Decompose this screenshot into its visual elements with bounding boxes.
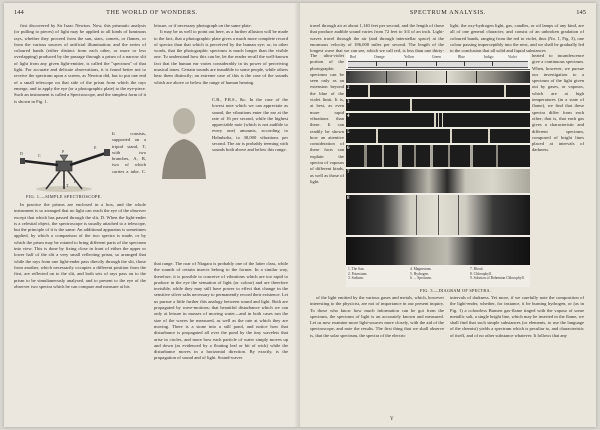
spectrum-label-green: Green <box>432 55 441 59</box>
spectrum-label-blue: Blue <box>458 55 465 59</box>
right-page <box>300 3 596 427</box>
left-running-title: THE WORLD OF WONDERS. <box>106 9 198 16</box>
svg-text:P: P <box>62 149 65 154</box>
svg-text:T: T <box>66 183 69 188</box>
left-col1-bottom: In practice the prisms are enclosed in a box, and the whole instrument is so arranged that no light can reach the eye of the observer except that which has passed through the slit, D. When the light-ender is a celestial object, the spectroscope is usually attached to a telescope, but the principle of it is the same. An additional apparatus is sometimes applied, by which a comparison of the two spectra is made, or by which the prism may be rotated to bring different parts of the spectrum into view. This is done by fixing close in front of either the upper or lower half of the slit a very small reflecting prism, so arranged that while the rays from one light-ender pass directly through the slit, those from another, which necessarily occupies a different position from the first, are reflected on to the slit, and both sets of rays pass on to the prism to be simultaneously analysed, and to present to the eye of the observer two spectra which he can compare and measure at his <box>14 202 146 289</box>
spectrum-legend-col1: 1. The Sun. 2. Potassium. 3. Sodium. <box>348 267 368 281</box>
spectrum-diagram <box>346 53 530 287</box>
right-col2-wrap: heated to incandescence give a continuous spectrum. When, however, we pursue our investigation to a spectrum of the light given out by gases, or vapours, which are at high temperatures (in a state of flame), we find that these spectra differ from each other; that is, that each gas gives a characteristic and different spectrum, composed of bright lines placed at intervals of darkness. <box>532 53 584 153</box>
svg-text:A: A <box>50 179 53 184</box>
spectrum-label-red: Red <box>350 55 356 59</box>
right-page-number: 145 <box>576 9 586 16</box>
right-running-title: SPECTRUM ANALYSIS. <box>409 9 487 16</box>
svg-text:D: D <box>20 151 23 156</box>
spectrum-header <box>346 53 530 70</box>
svg-text:C: C <box>38 153 41 158</box>
spectrum-band-1: 1 <box>346 71 530 83</box>
left-col2-bottom: that range. The roar of Niagara is probably one of the latter class, while the sounds of certain insects belong to the former. In a similar way, therefore, it is possible to conceive of vibrations which are too rapid to produce in the eye the sensation of light (or colour) and are therefore invisible, while they may still have power to effect that change in the sensitive silver salts necessary to permanently record their existence. Let us pursue a little further this analogy between sound and light. Both are propagated by wave-motions; that beautiful disturbance which we can only at leisure in masses of moving water—and in both cases run the size of the waves be measured, as well as the rate at which they are moving. There is a stone into a still pond, and notice how that disturbance is propagated all over the pond by the tiny wavelets that arise in circles, and more how each particle of water simply moves up and down (as evidenced by a floating leaf or bit of wick) while the disturbance moves in a horizontal direction. By exactly, is the propagation of sound and of light. Sound-waves <box>154 261 288 361</box>
portrait-illustration <box>154 97 212 179</box>
right-col1-bottom: of the light emitted by the various gases and metals, which, however interesting to the physicist, are not of importance in our present inquiry. To those who know how much information can be got from the spectrum, the spectrum of light is an accurately known and measured. Let us now examine more light-sources more closely, with the aid of the spectroscope, and note the results. The first thing that we shall observe is, that the solar spectrum, the spectra of the electric <box>310 295 444 338</box>
left-figure-caption: FIG. 1.—SIMPLE SPECTROSCOPE. <box>25 194 103 199</box>
svg-text:E: E <box>94 145 97 150</box>
spectrum-band-8: 8 <box>346 195 530 235</box>
left-col2-top: leisure, or if necessary photograph on the same plate. It may be as well to point out here, as a further allusion will be made to the fact, that a photographic plate gives a much more complete record of spectra than that which is perceived by the human eye; or, in other words, that the photographic spectrum is much longer than the visible one. To understand how this can be, let the reader recall the well-known fact that the human ear varies considerably in its power of perceiving musical tones. Certain sounds are inaudible to some people, while others hear them distinctly; an extreme case of this is the case of the sounds which are above or below the range of human hearing. <box>154 23 288 85</box>
right-running-head <box>310 9 586 19</box>
spectrum-legend-col2: 4. Magnesium. 5. Hydrogen. 6. ... Spectrum. <box>410 267 432 281</box>
right-col2-top: light, the oxy-hydrogen light, gas, candles, or oil lamps of any kind, are all of one general character, and consist of an unbroken gradation of coloured bands, ranging from the red to violet, thus (No. 1, Fig. 3), one colour passing imperceptibly into the next, and we shall be gradually led to the conclusion that all solid and liquid substances <box>450 23 584 53</box>
left-page-number: 144 <box>14 9 24 16</box>
left-col2-wrap: C.B., F.R.S., &c. In the case of the lowest note which we can appreciate as sound, the vibrations enter the ear at the rate of 16 per second, while the highest appreciable note (which is not audible to every one) amounts, according to Helmholtz, to 38,000 vibrations per second. The air is probably teeming with sounds both above and below this range. <box>212 97 288 153</box>
spectrum-band-6: 6 <box>346 145 530 167</box>
spectrum-label-indigo: Indigo <box>484 55 494 59</box>
spectrum-band-2: 2 <box>346 85 530 97</box>
spectrum-band-4: 4 <box>346 113 530 127</box>
spectrum-legend-col3: 7. Blood. 8. Chlorophyll. 9. Solution of Bohemian Chlorophyll. <box>470 267 525 281</box>
right-col1-wrap: The ultra-violet portion of the photographic spectrum can be seen only as an extension beyond the blue of the violet limit. It is, at best, as even more rapid vibrations than these. It can readily be shown how an attentive consideration of these facts can explain the spectra of vapours of different kinds, as well as those of light. <box>310 53 344 184</box>
spectrum-band-3: 3 <box>346 99 530 111</box>
spectrum-band-5: 5 <box>346 129 530 143</box>
right-col2-bottom: intervals of darkness. Yet more, if we carefully note the composition of the light-ender, whether, for instance, it be burning hydrogen, or (as in Fig. 1) a colourless Bunsen gas-flame tinged with the vapour of some metallic salt, a single bright line, which may be inserted in the flame, we shall find that such simple substances (or elements, to use the language of the chemist) yields a spectrum which is peculiar to, and characteristic of itself, and of no other substance whatever. It follows that any <box>450 295 584 338</box>
book-spread <box>4 3 596 427</box>
left-col1-wrap: It consists, supported on a tripod stand, T, with two branches, A, B, two of which carries a tube, C, <box>112 131 146 173</box>
right-col1-top: travel through air at about 1,140 feet per second, and the length of those that produce audible sound varies from 72 feet to 3/4 of an inch. Light-waves travel through the air (and through interstellar space) at the enormous velocity of 186,000 miles per second. The length of the longest wave that we can see, which we call red, is less than one thirty- <box>310 23 444 53</box>
spectrum-band-9 <box>346 237 530 265</box>
spectrum-label-violet: Violet <box>508 55 517 59</box>
spectroscope-figure <box>16 131 112 193</box>
signature-mark: Y <box>390 417 394 422</box>
spectrum-band-7: 7 <box>346 169 530 193</box>
left-col1-top: first discovered by Sir Isaac Newton. Now, this prismatic analysis (or pulling to pieces) of light may be applied to all kinds of luminous rays, whether they proceed from the sun, stars, comets, or flames, or from the various sources of artificial illumination; and the series of coloured bands (either distinct from each other, or more or less overlapping) produced by the passage through a prism of a narrow slit of light from any given light-emitter, is called the "spectrum" of that light. For accurate and delicate observations, it is found better not to receive the spectrum upon a screen, as Newton did, but to put one end of a small telescope on that side of the prism from which the rays emerge, and to apply the eye (or a photographic plate) to the eye-piece. Such an instrument is called a Spectroscope, and the simplest form of it is shown in Fig. 1. <box>14 23 146 104</box>
right-figure-caption: FIG. 3.—DIAGRAM OF SPECTRA. <box>420 288 492 293</box>
left-running-head <box>14 9 290 19</box>
left-page <box>4 3 300 427</box>
spectrum-label-yellow: Yellow <box>404 55 415 59</box>
spectrum-label-orange: Orange <box>374 55 385 59</box>
svg-text:B: B <box>74 179 77 184</box>
